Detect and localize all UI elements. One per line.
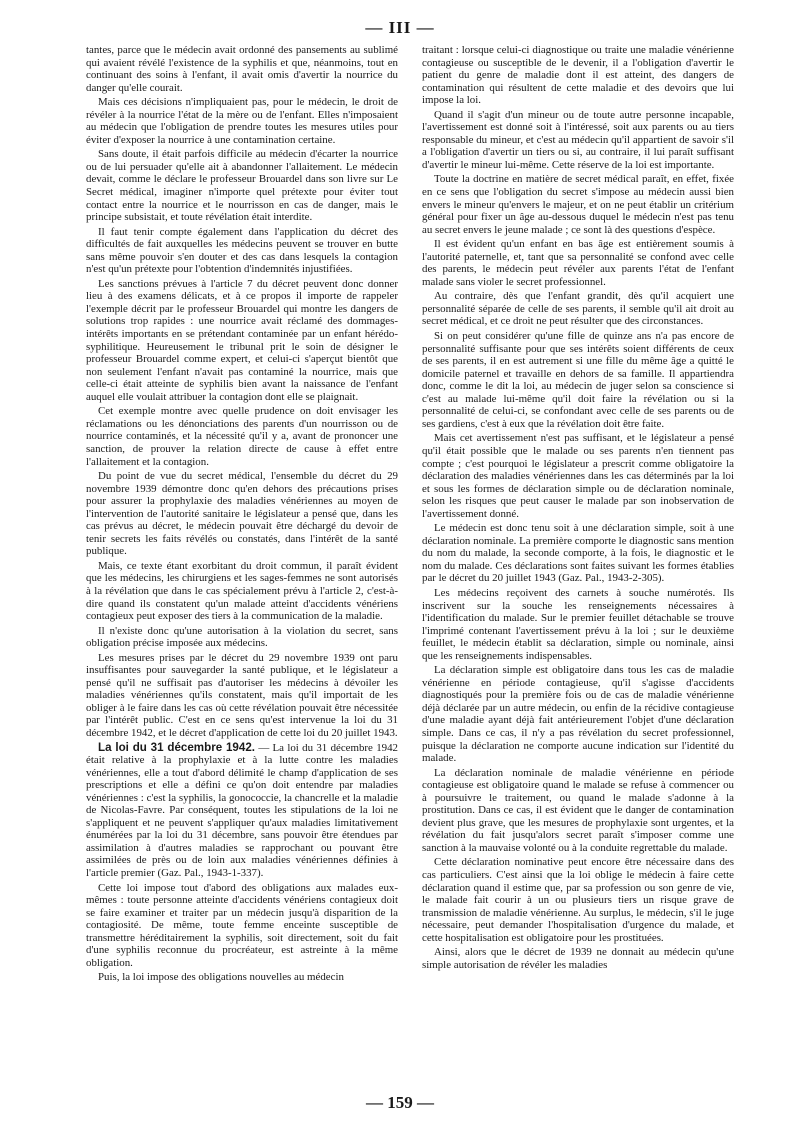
paragraph: Il faut tenir compte également dans l'application du décret des difficultés de fait auxquelles les médecins peuvent se trouver en butte sans même pouvoir s'en douter et des cas dans lesquels la contagion n'est qu'un prétexte pour l'obtention d'indemnités injustifiées. bbox=[86, 225, 398, 276]
paragraph: traitant : lorsque celui-ci diagnostique ou traite une maladie vénérienne contagieuse ou susceptible de le devenir, il a l'obligation d'avertir le patient du genre de maladie dont il est atteint, des dangers de contamination qui résultent de cette maladie et des devoirs que lui impose la loi. bbox=[422, 44, 734, 107]
paragraph: Le médecin est donc tenu soit à une déclaration simple, soit à une déclaration nominale. La première comporte le diagnostic sans mention du nom du malade, la seconde comporte, à la fois, le diagnostic et le nom du malade. Ces déclarations sont faites suivant les formes établies par le décret du 20 juillet 1943 (Gaz. Pal., 1943-2-305). bbox=[422, 522, 734, 585]
left-column bbox=[86, 44, 398, 1084]
paragraph: Du point de vue du secret médical, l'ensemble du décret du 29 novembre 1939 démontre donc qu'en dehors des précautions prises pour assurer la prophylaxie des maladies vénériennes au moyen de l'intervention de l'autorité sanitaire le législateur a pensé que, dans les cas prévus au décret, le médecin pouvait être déchargé du devoir de tenir secrets les faits révélés ou constatés, dans l'intérêt de la santé publique. bbox=[86, 470, 398, 558]
text-columns bbox=[86, 44, 734, 1084]
page-roman-numeral: — III — bbox=[365, 18, 435, 37]
paragraph: Quand il s'agit d'un mineur ou de toute autre personne incapable, l'avertissement est donné soit à l'intéressé, soit aux parents ou au tiers responsable du mineur, et c'est au médecin qu'il appartient de savoir s'il a l'obligation d'avertir un tiers ou si, au contraire, il lui paraît suffisant d'avertir le mineur lui-même. Cette réserve de la loi est importante. bbox=[422, 108, 734, 171]
paragraph: tantes, parce que le médecin avait ordonné des pansements au sublimé qui avaient révélé l'existence de la syphilis et que, néanmoins, tout en continuant des soins à l'enfant, il avait omis d'avertir la nourrice du danger qu'elle courait. bbox=[86, 44, 398, 94]
page-number: — 159 — bbox=[366, 1093, 434, 1112]
paragraph: Il n'existe donc qu'une autorisation à la violation du secret, sans obligation précise imposée aux médecins. bbox=[86, 624, 398, 650]
paragraph: Il est évident qu'un enfant en bas âge est entièrement soumis à l'autorité paternelle, et, tant que sa personnalité se confond avec celle des parents, le médecin peut révéler aux parents l'état de l'enfant malade sans violer le secret professionnel. bbox=[422, 238, 734, 288]
paragraph: Sans doute, il était parfois difficile au médecin d'écarter la nourrice ou de lui persuader qu'elle ait à abandonner l'allaitement. Le médecin devait, comme le déclare le professeur Brouardel dans son livre sur Le Secret médical, imaginer n'importe quel prétexte pour éviter tout contact entre la nourrice et le nourrisson en cas de danger, mais le principe subsistait, et toute révélation était interdite. bbox=[86, 148, 398, 224]
paragraph: Puis, la loi impose des obligations nouvelles au médecin bbox=[98, 971, 344, 984]
paragraph: Au contraire, dès que l'enfant grandit, dès qu'il acquiert une personnalité séparée de celle de ses parents, il semble qu'il ait droit au secret médical, et ce droit ne peut résulter que des circonstances. bbox=[422, 290, 734, 328]
paragraph: Ainsi, alors que le décret de 1939 ne donnait au médecin qu'une simple autorisation de révéler les maladies bbox=[422, 946, 734, 971]
right-column bbox=[422, 44, 734, 1084]
paragraph: Les médecins reçoivent des carnets à souche numérotés. Ils inscrivent sur la souche les renseignements nécessaires à l'identification du malade. Sur le premier feuillet détachable se trouve l'imprimé contenant l'avertissement prévu à la loi ; sur le deuxième feuillet, le médecin établit sa déclaration, simple ou nominale, ainsi que les renseignements indispensables. bbox=[422, 586, 734, 662]
paragraph: Mais, ce texte étant exorbitant du droit commun, il paraît évident que les médecins, les chirurgiens et les sages-femmes ne sont autorisés à la révélation que dans le cas spécialement prévu à l'article 2, c'est-à-dire quand ils constatent qu'un malade atteint d'accidents vénériens contagieux peut exposer des tiers à la communication de la maladie. bbox=[86, 559, 398, 623]
section-heading: La loi du 31 décembre 1942. bbox=[98, 740, 255, 754]
paragraph: La déclaration nominale de maladie vénérienne en période contagieuse est obligatoire quand le malade se refuse à commencer ou à poursuivre le traitement, ou quand le malade s'adonne à la prostitution. Dans ce cas, il est évident que le danger de contamination devient plus grave, que les mesures de prophylaxie sont urgentes, et la révélation du fait jusqu'alors secret paraît s'imposer comme une sanction à la mauvaise volonté ou à la conduite regrettable du malade. bbox=[422, 766, 734, 854]
paragraph: Mais ces décisions n'impliquaient pas, pour le médecin, le droit de révéler à la nourrice l'état de la mère ou de l'enfant. Elles n'imposaient au médecin que l'obligation de prendre toutes les mesures utiles pour éviter d'exposer la nourrice à une contamination certaine. bbox=[86, 96, 398, 146]
paragraph: Cet exemple montre avec quelle prudence on doit envisager les réclamations ou les dénonciations des parents d'un nourrisson ou de nourrice contaminés, et la nécessité qu'il y a, avant de prononcer une sanction, de prouver la relation directe de cause à effet entre l'allaitement et la contagion. bbox=[86, 405, 398, 468]
paragraph: Les mesures prises par le décret du 29 novembre 1939 ont paru insuffisantes pour sauvegarder la santé publique, et le législateur a pensé qu'il ne suffisait pas d'autoriser les médecins à dévoiler les maladies vénériennes qu'ils constatent, mais qu'il importait de les obliger à le faire dans les cas où cette révélation pouvait être nécessitée par l'intérêt public. C'est en ce sens qu'est intervenue la loi du 31 décembre 1942, et le décret d'application de cette loi du 20 juillet 1943. bbox=[86, 651, 398, 739]
paragraph: Si on peut considérer qu'une fille de quinze ans n'a pas encore de personnalité suffisante pour que ses intérêts soient différents de ceux de ses parents, il en est autrement si une fille du même âge a quitté le domicile paternel et travaille en dehors de sa famille. Il appartiendra donc, comme le dit la loi, au médecin de juger selon sa conscience si c'est au malade lui-même qu'il doit faire la révélation ou si la personnalité de celui-ci, se confondant avec celle de ses parents ou de ses gardiens, c'est à eux que la révélation doit être faite. bbox=[422, 330, 734, 430]
paragraph: La déclaration simple est obligatoire dans tous les cas de maladie vénérienne en période contagieuse, qu'il s'agisse d'accidents diagnostiqués pour la première fois ou de cas de maladie vénérienne déjà déclarée par un autre médecin, ou enfin de la récidive contagieuse d'une maladie ayant déjà fait antérieurement l'objet d'une déclaration simple. Dans ce cas, il n'y a pas révélation du secret professionnel, puisque la déclaration ne comporte aucune indication sur l'identité du malade. bbox=[422, 664, 734, 765]
paragraph: Les sanctions prévues à l'article 7 du décret peuvent donc donner lieu à des examens délicats, et à ce propos il importe de rappeler l'exemple décrit par le professeur Brouardel qui montre les dangers de solutions trop rapides : une nourrice avait réclamé des dommages-intérêts importants en se prétendant contaminée par un enfant hérédo-syphilitique. Heureusement le tribunal prit le soin de désigner le professeur Brouardel comme expert, et celui-ci s'aperçut bientôt que non seulement l'enfant n'avait pas contaminé la nourrice, mais que celle-ci était atteinte de syphilis bien avant la naissance de l'enfant auquel elle voulait attribuer la contagion dont elle se plaignait. bbox=[86, 277, 398, 403]
section-paragraph bbox=[86, 742, 398, 880]
section-text: — La loi du 31 décembre 1942 était relative à la prophylaxie et à la lutte contre les maladies vénériennes, elle a tout d'abord délimité le champ d'application de ses prescriptions et elle a défini ce qu'on doit entendre par maladies vénériennes : c'est la syphilis, la gonococcie, la chancrelle et la maladie de Nicolas-Favre. Par conséquent, toutes les stipulations de la loi ne s'appliquent et ne peuvent s'appliquer qu'aux maladies limitativement énumérées par la loi du 31 décembre, sans pouvoir être étendues par assimilation à d'autres maladies se rapprochant ou pouvant être assimilées de près ou de loin aux maladies vénériennes définies à l'article premier (Gaz. Pal., 1943-1-337). bbox=[86, 741, 398, 879]
paragraph: Toute la doctrine en matière de secret médical paraît, en effet, fixée en ce sens que l'obligation du secret s'impose au médecin aussi bien envers le mineur qu'envers le majeur, et on ne peut établir un critérium général pour fixer un âge au-dessous duquel le médecin n'est pas tenu au secret envers le jeune malade ; ce sont là des questions d'espèce. bbox=[422, 173, 734, 236]
paragraph: Mais cet avertissement n'est pas suffisant, et le législateur a pensé qu'il était possible que le malade ou ses parents n'en tiennent pas compte ; c'est pourquoi le législateur a prescrit comme obligatoire la déclaration des maladies vénériennes dans les cas déterminés par la loi et sous les formes de déclaration simple ou de déclaration nominale, selon les risques que peut causer le malade par son inobservation de l'avertissement donné. bbox=[422, 432, 734, 520]
paragraph: Cette loi impose tout d'abord des obligations aux malades eux-mêmes : toute personne atteinte d'accidents vénériens contagieux doit se faire examiner et traiter par un médecin jusqu'à disparition de la contagiosité. De même, toute femme enceinte susceptible de transmettre héréditairement la syphilis, soit directement, soit du fait d'une syphilis reconnue du procréateur, est astreinte à la même obligation. bbox=[86, 881, 398, 969]
paragraph: Cette déclaration nominative peut encore être nécessaire dans des cas particuliers. C'est ainsi que la loi oblige le médecin à faire cette déclaration quand il estime que, par sa profession ou son genre de vie, le malade fait courir à un ou plusieurs tiers un risque grave de transmission de maladie vénérienne. Au surplus, le médecin, s'il le juge nécessaire, peut demander l'hospitalisation d'urgence du malade, et cette hospitalisation est obligatoire pour les prostituées. bbox=[422, 856, 734, 944]
